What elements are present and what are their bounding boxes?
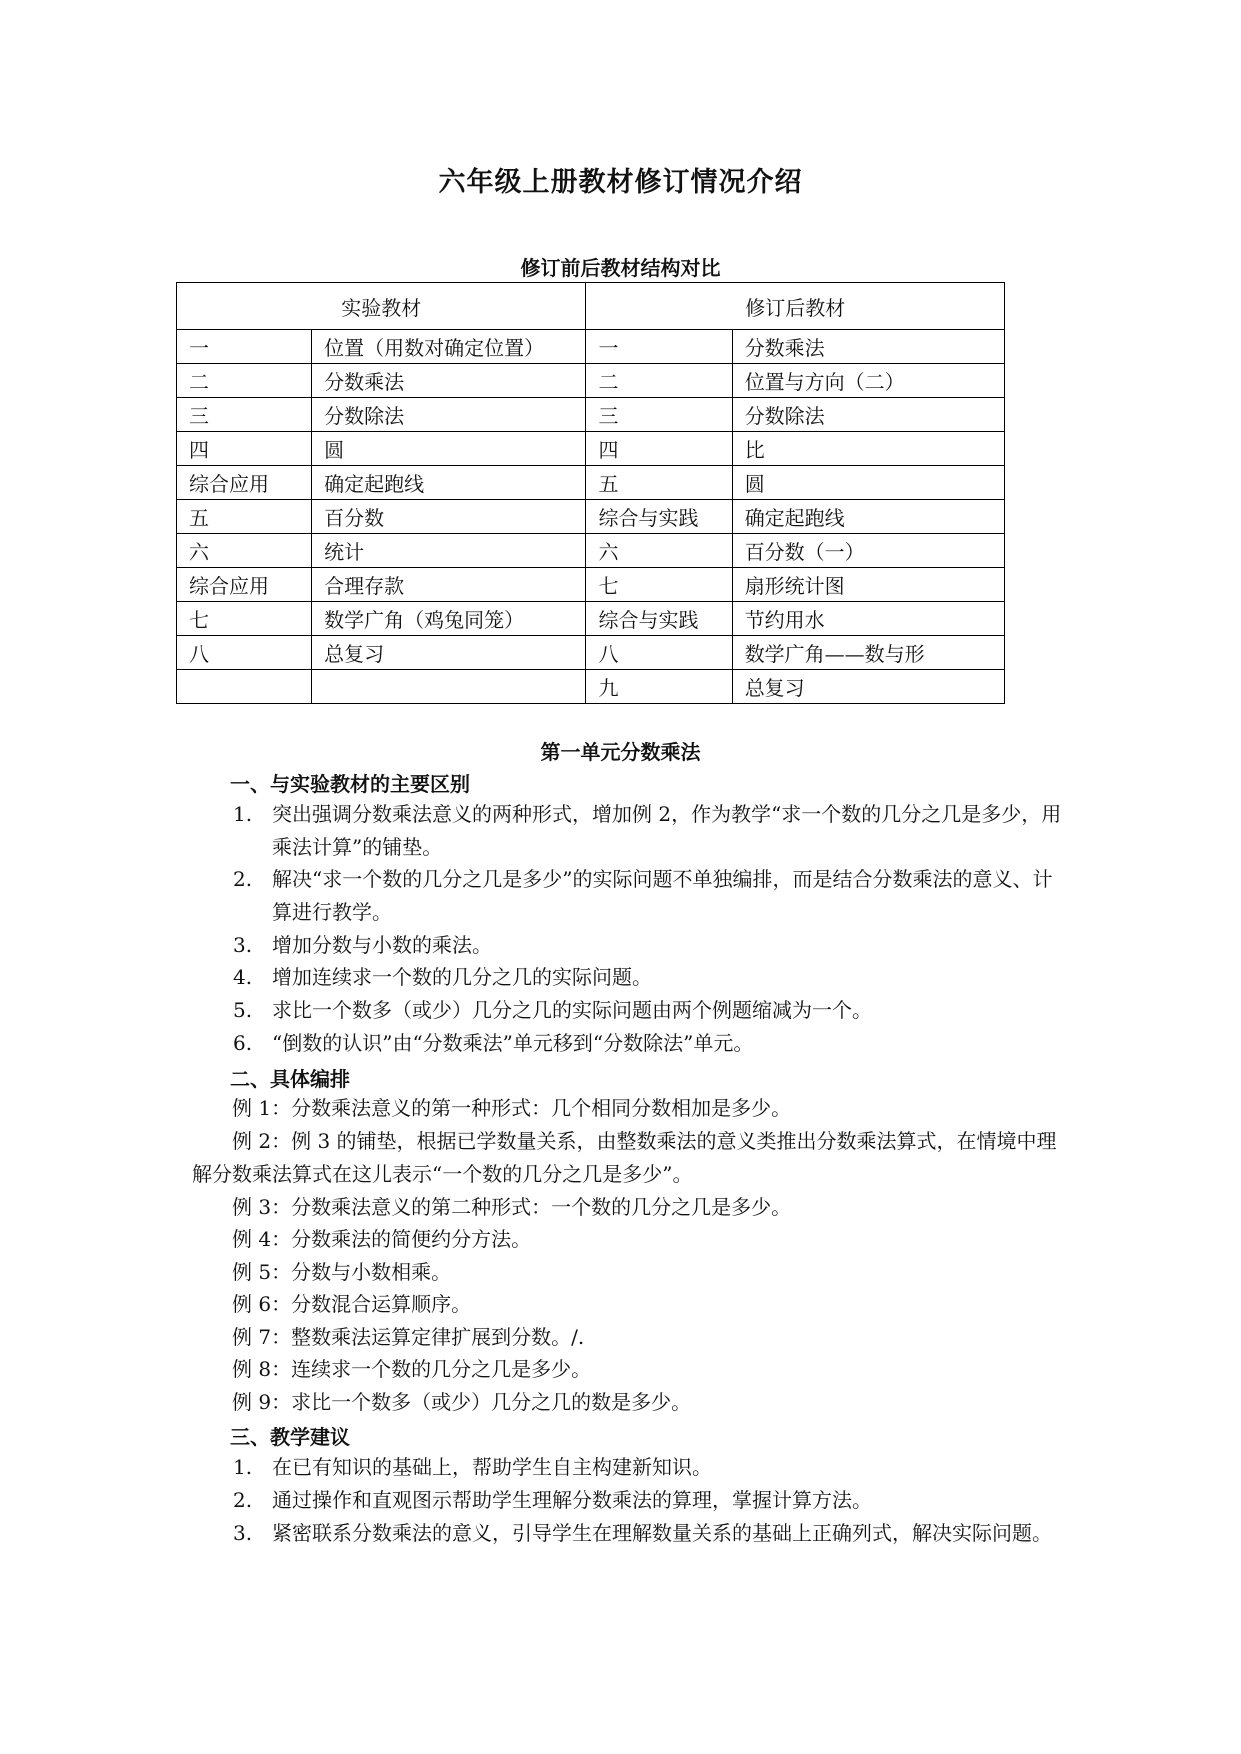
- list-number: 2.: [233, 867, 253, 891]
- cell: 一: [177, 330, 312, 364]
- cell: 圆: [732, 466, 1004, 500]
- table-row: [177, 398, 1005, 432]
- cell: 二: [586, 364, 732, 398]
- section-heading: 一、与实验教材的主要区别: [230, 772, 470, 796]
- cell: 综合与实践: [586, 602, 732, 636]
- cell: 九: [586, 670, 732, 704]
- list-text: 在已有知识的基础上，帮助学生自主构建新知识。: [272, 1455, 712, 1479]
- table-row: [177, 602, 1005, 636]
- table-header-row: [177, 283, 1005, 330]
- cell: 数学广角——数与形: [732, 636, 1004, 670]
- table-row: [177, 568, 1005, 602]
- cell: 分数除法: [312, 398, 586, 432]
- cell: 百分数: [312, 500, 586, 534]
- cell: 比: [732, 432, 1004, 466]
- example-line: 例 4：分数乘法的简便约分方法。: [232, 1227, 532, 1251]
- cell: 百分数（一）: [732, 534, 1004, 568]
- list-number: 1.: [233, 802, 253, 826]
- example-line: 例 7：整数乘法运算定律扩展到分数。/.: [232, 1325, 585, 1349]
- table-row: [177, 466, 1005, 500]
- cell: 扇形统计图: [732, 568, 1004, 602]
- list-number: 5.: [233, 998, 253, 1022]
- example-line: 例 3：分数乘法意义的第二种形式：一个数的几分之几是多少。: [232, 1195, 792, 1219]
- cell: 四: [586, 432, 732, 466]
- table-row: [177, 432, 1005, 466]
- cell: [312, 670, 586, 704]
- list-number: 3.: [233, 933, 253, 957]
- cell: 节约用水: [732, 602, 1004, 636]
- cell: 分数除法: [732, 398, 1004, 432]
- unit-title: 第一单元分数乘法: [540, 740, 701, 764]
- list-number: 1.: [233, 1455, 253, 1479]
- list-item: [233, 1517, 1063, 1550]
- cell: 三: [586, 398, 732, 432]
- table-caption: 修订前后教材结构对比: [520, 256, 721, 280]
- list-item: [233, 1027, 1063, 1060]
- table-row: [177, 500, 1005, 534]
- cell: 八: [177, 636, 312, 670]
- comparison-table: [176, 282, 1005, 704]
- cell: 确定起跑线: [732, 500, 1004, 534]
- cell: 位置与方向（二）: [732, 364, 1004, 398]
- cell: 五: [586, 466, 732, 500]
- list-item: [233, 961, 1063, 994]
- cell: 一: [586, 330, 732, 364]
- table-row: [177, 636, 1005, 670]
- cell: 分数乘法: [732, 330, 1004, 364]
- cell: 三: [177, 398, 312, 432]
- list-number: 4.: [233, 965, 253, 989]
- cell: 数学广角（鸡兔同笼）: [312, 602, 586, 636]
- cell: 综合应用: [177, 466, 312, 500]
- list-item: [233, 798, 1063, 864]
- list-text: 增加分数与小数的乘法。: [272, 933, 492, 957]
- list-text: “倒数的认识”由“分数乘法”单元移到“分数除法”单元。: [272, 1031, 754, 1055]
- cell: 八: [586, 636, 732, 670]
- section-heading: 二、具体编排: [230, 1067, 350, 1091]
- document-title: 六年级上册教材修订情况介绍: [438, 167, 803, 198]
- list-item: [233, 1484, 1063, 1517]
- list-number: 3.: [233, 1521, 253, 1545]
- list-text: 突出强调分数乘法意义的两种形式，增加例 2，作为教学“求一个数的几分之几是多少，用乘法计算”的铺垫。: [272, 802, 1062, 859]
- cell: 七: [586, 568, 732, 602]
- list-item: [233, 994, 1063, 1027]
- list-text: 增加连续求一个数的几分之几的实际问题。: [272, 965, 652, 989]
- table-row: [177, 670, 1005, 704]
- list-number: 2.: [233, 1488, 253, 1512]
- list-number: 6.: [233, 1031, 253, 1055]
- list-item: [233, 1451, 1063, 1484]
- example-line: 例 6：分数混合运算顺序。: [232, 1292, 472, 1316]
- cell: 五: [177, 500, 312, 534]
- cell: 四: [177, 432, 312, 466]
- cell: 七: [177, 602, 312, 636]
- list-item: [233, 863, 1063, 929]
- cell: [177, 670, 312, 704]
- cell: 六: [586, 534, 732, 568]
- list-text: 解决“求一个数的几分之几是多少”的实际问题不单独编排，而是结合分数乘法的意义、计算进行教学。: [272, 867, 1053, 924]
- table-row: [177, 330, 1005, 364]
- list-text: 紧密联系分数乘法的意义，引导学生在理解数量关系的基础上正确列式，解决实际问题。: [272, 1521, 1052, 1545]
- header-experimental: 实验教材: [177, 283, 586, 330]
- header-revised: 修订后教材: [586, 283, 1005, 330]
- cell: 二: [177, 364, 312, 398]
- cell: 圆: [312, 432, 586, 466]
- cell: 总复习: [312, 636, 586, 670]
- section-heading: 三、教学建议: [230, 1425, 350, 1449]
- example-line: 例 2：例 3 的铺垫，根据已学数量关系，由整数乘法的意义类推出分数乘法算式，在情境中理解分数乘法算式在这儿表示“一个数的几分之几是多少”。: [192, 1129, 1057, 1186]
- list-item: [233, 929, 1063, 962]
- list-text: 求比一个数多（或少）几分之几的实际问题由两个例题缩减为一个。: [272, 998, 872, 1022]
- example-line: 例 5：分数与小数相乘。: [232, 1260, 452, 1284]
- example-line: 例 8：连续求一个数的几分之几是多少。: [232, 1357, 592, 1381]
- example-line: 例 1：分数乘法意义的第一种形式：几个相同分数相加是多少。: [232, 1096, 792, 1120]
- cell: 综合与实践: [586, 500, 732, 534]
- cell: 确定起跑线: [312, 466, 586, 500]
- cell: 分数乘法: [312, 364, 586, 398]
- table-row: [177, 534, 1005, 568]
- cell: 总复习: [732, 670, 1004, 704]
- list-text: 通过操作和直观图示帮助学生理解分数乘法的算理，掌握计算方法。: [272, 1488, 872, 1512]
- example-line: 例 9：求比一个数多（或少）几分之几的数是多少。: [232, 1390, 692, 1414]
- cell: 综合应用: [177, 568, 312, 602]
- cell: 合理存款: [312, 568, 586, 602]
- table-row: [177, 364, 1005, 398]
- cell: 统计: [312, 534, 586, 568]
- cell: 位置（用数对确定位置）: [312, 330, 586, 364]
- cell: 六: [177, 534, 312, 568]
